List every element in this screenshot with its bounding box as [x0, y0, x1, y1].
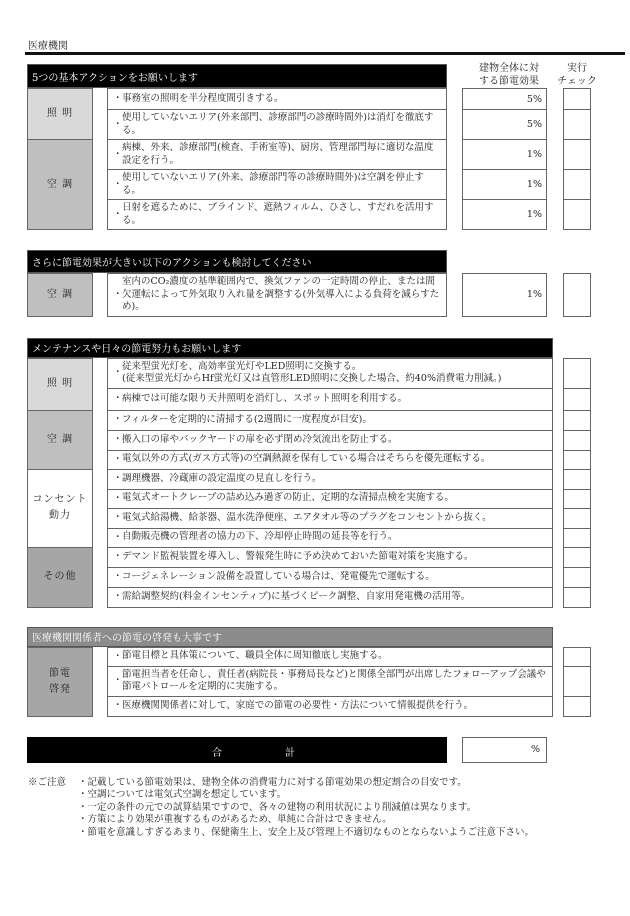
section-header: メンテナンスや日々の節電努力もお願いします: [27, 338, 553, 358]
bullet: ・: [113, 392, 123, 404]
check-box[interactable]: [563, 411, 591, 431]
category-group: [27, 548, 627, 608]
action-text: 電気式オートクレーブの詰め込み過ぎの防止、定期的な清掃点検を実施する。: [122, 492, 454, 504]
bullet: ・: [113, 570, 123, 582]
check-box[interactable]: [563, 273, 591, 317]
check-box[interactable]: [563, 431, 591, 451]
action-text-cell: [107, 470, 553, 490]
bullet: ・: [113, 531, 123, 543]
action-text-cell: [107, 568, 553, 588]
section-header: 医療機関関係者への節電の啓発も大事です: [27, 627, 553, 647]
action-text: 事務室の照明を半分程度間引きする。: [122, 92, 284, 104]
action-row: [93, 389, 591, 411]
category-label: [27, 140, 93, 230]
check-box[interactable]: [563, 647, 591, 667]
effect-header-line: する節電効果: [479, 76, 539, 87]
action-text: 搬入口の扉やバックヤードの扉を必ず閉め冷気流出を防止する。: [122, 433, 398, 445]
action-text-cell: [107, 548, 553, 568]
check-box[interactable]: [563, 470, 591, 490]
action-row: [93, 588, 591, 608]
action-row: [93, 88, 591, 110]
check-box[interactable]: [563, 451, 591, 470]
notes-lead: ※ご注意: [28, 776, 67, 788]
bullet: ・: [113, 674, 123, 686]
document-title: 医療機関: [28, 41, 68, 52]
category-label-line: 照 明: [46, 378, 74, 389]
total-bar: [27, 737, 447, 763]
bullet: ・: [113, 118, 123, 130]
check-header-line: 実行: [567, 63, 587, 74]
category-group: [27, 358, 627, 411]
category-label-line: 空 調: [46, 433, 74, 445]
title-divider: [25, 52, 625, 55]
action-text-cell: [107, 509, 553, 529]
bullet: ・: [113, 178, 123, 190]
bullet: ・: [113, 699, 123, 711]
action-text: 室内のCO₂濃度の基準範囲内で、換気ファンの一定時間の停止、または間欠運転によって外気取り入れ量を調整する(外気導入による負荷を減らすため)。: [122, 276, 440, 312]
note-text: 記載している節電効果は、建物全体の消費電力に対する節電効果の想定割合の目安です。: [87, 776, 467, 788]
action-text-cell: [107, 411, 553, 431]
action-text: 電気以外の方式(ガス方式等)の空調熱源を保有している場合はそちらを優先運転する。: [122, 453, 491, 465]
action-text: 従来型蛍光灯を、高効率蛍光灯やLED照明に交換する。 (従来型蛍光灯からHf蛍光灯又は直管形LED照明に交換した場合、約40%消費電力削減。): [122, 360, 502, 384]
action-text-cell: [107, 110, 447, 140]
bullet: ・: [113, 511, 123, 523]
action-row: [93, 470, 591, 490]
effect-value: 1%: [462, 170, 547, 200]
action-row: [93, 200, 591, 230]
action-text-cell: [107, 88, 447, 110]
action-row: [93, 647, 591, 667]
section: [27, 627, 627, 717]
action-text-cell: [107, 431, 553, 451]
section-header: 5つの基本アクションをお願いします: [27, 64, 447, 88]
action-row: [93, 110, 591, 140]
action-text-cell: [107, 588, 553, 608]
category-group: [27, 470, 627, 548]
action-text: 電気式給湯機、給茶器、温水洗浄便座、エアタオル等のプラグをコンセントから抜く。: [122, 511, 492, 523]
section-header: さらに節電効果が大きい以下のアクションも検討してください: [27, 250, 447, 273]
check-box[interactable]: [563, 490, 591, 509]
check-box[interactable]: [563, 667, 591, 697]
action-text-cell: [107, 170, 447, 200]
category-group: [27, 411, 627, 470]
effect-header-line: 建物全体に対: [479, 63, 539, 74]
action-row: [93, 568, 591, 588]
action-row: [93, 170, 591, 200]
check-box[interactable]: [563, 568, 591, 588]
category-label-line: その他: [43, 571, 77, 582]
section: [27, 338, 627, 608]
note-item: ・空調については電気式空調を想定しています。: [78, 789, 287, 801]
bullet: ・: [113, 453, 123, 465]
action-text: 使用していないエリア(外来、診療部門等の診療時間外)は空調を停止する。: [122, 172, 424, 196]
action-text-cell: [107, 140, 447, 170]
category-group: [27, 647, 627, 717]
note-text: 節電を意識しすぎるあまり、保健衛生上、安全上及び管理上不適切なものとならないようご注意下さい。: [87, 826, 535, 838]
section: [27, 250, 627, 317]
notes: [28, 777, 628, 840]
action-row: [93, 358, 591, 389]
effect-value: 1%: [462, 200, 547, 230]
action-row: [93, 431, 591, 451]
action-row: [93, 529, 591, 548]
category-label: [27, 470, 93, 548]
effect-value: 1%: [462, 140, 547, 170]
category-group: [27, 273, 627, 317]
action-text: コージェネレーション設備を設置している場合は、発電優先で運転する。: [122, 570, 435, 582]
note-item: ・一定の条件の元での試算結果ですので、各々の建物の利用状況により削減値は異なります。: [78, 801, 477, 813]
category-label: [27, 548, 93, 608]
action-text-cell: [107, 200, 447, 230]
effect-value: 5%: [462, 88, 547, 110]
action-text-cell: [107, 647, 553, 667]
total-unit: %: [530, 743, 540, 755]
check-box[interactable]: [563, 88, 591, 110]
check-header-line: チェック: [557, 76, 597, 87]
check-box[interactable]: [563, 509, 591, 529]
action-row: [93, 451, 591, 470]
action-text-cell: [107, 697, 553, 717]
action-text: 節電目標と具体策について、職員全体に周知徹底し実施する。: [122, 650, 388, 662]
category-label: [27, 647, 93, 717]
check-box[interactable]: [563, 170, 591, 200]
action-text: 調理機器、冷蔵庫の設定温度の見直しを行う。: [122, 472, 322, 484]
effect-value: 1%: [462, 273, 547, 317]
check-box[interactable]: [563, 358, 591, 389]
action-text-cell: [107, 490, 553, 509]
bullet: ・: [113, 472, 123, 484]
category-label-line: 動力: [49, 510, 71, 521]
bullet: ・: [113, 92, 123, 104]
check-box[interactable]: [563, 697, 591, 717]
category-label-line: コンセント: [32, 494, 88, 505]
check-box[interactable]: [563, 548, 591, 568]
check-box[interactable]: [563, 140, 591, 170]
bullet: ・: [113, 148, 123, 160]
category-group: [27, 140, 627, 230]
category-group: [27, 88, 627, 140]
action-text-cell: [107, 389, 553, 411]
action-text: フィルターを定期的に清掃する(2週間に一度程度が目安)。: [122, 413, 372, 425]
check-box[interactable]: [563, 389, 591, 411]
bullet: ・: [113, 433, 123, 445]
action-text-cell: [107, 451, 553, 470]
category-label-line: 空 調: [46, 288, 74, 300]
category-label-line: 空 調: [46, 178, 74, 190]
effect-value: 5%: [462, 110, 547, 140]
action-row: [93, 697, 591, 717]
category-label-line: 節電: [49, 667, 71, 679]
total-label-2: 計: [285, 747, 295, 759]
action-text: デマンド監視装置を導入し、警報発生時に予め決めておいた節電対策を実施する。: [122, 550, 474, 562]
bullet: ・: [113, 590, 123, 602]
category-label: [27, 273, 93, 317]
action-row: [93, 548, 591, 568]
action-text-cell: [107, 273, 447, 317]
action-row: [93, 509, 591, 529]
category-label: [27, 88, 93, 140]
bullet: ・: [113, 208, 123, 220]
action-text-cell: [107, 667, 553, 697]
action-text-cell: [107, 529, 553, 548]
note-item: ・方策により効果が重複するものがあるため、単純に合計はできません。: [78, 814, 392, 826]
action-row: [93, 411, 591, 431]
action-text: 使用していないエリア(外来部門、診療部門の診療時間外)は消灯を徹底する。: [122, 112, 434, 136]
total-value-field[interactable]: [462, 737, 547, 763]
category-label-line: 照 明: [46, 108, 74, 119]
check-box[interactable]: [563, 588, 591, 608]
note-item: ・記載している節電効果は、建物全体の消費電力に対する節電効果の想定割合の目安です。: [78, 776, 467, 788]
total-row: [27, 737, 627, 763]
action-text: 節電担当者を任命し、責任者(病院長・事務局長など)と関係全部門が出席したフォローアップ会議や節電パトロールを定期的に実施する。: [122, 668, 546, 692]
category-label: [27, 411, 93, 470]
bullet: ・: [113, 492, 123, 504]
total-label-1: 合: [212, 747, 222, 759]
bullet: ・: [113, 550, 123, 562]
bullet: ・: [113, 288, 123, 300]
check-box[interactable]: [563, 200, 591, 230]
action-row: [93, 273, 591, 317]
action-text: 日射を遮るために、ブラインド、遮熱フィルム、ひさし、すだれを活用する。: [122, 202, 434, 226]
action-text: 自動販売機の管理者の協力の下、冷却停止時間の延長等を行う。: [122, 531, 398, 543]
category-label-line: 啓発: [49, 683, 71, 695]
note-text: 方策により効果が重複するものがあるため、単純に合計はできません。: [87, 814, 392, 826]
action-row: [93, 490, 591, 509]
category-label: [27, 358, 93, 411]
action-text-cell: [107, 358, 553, 389]
action-text: 病棟では可能な限り天井照明を消灯し、スポット照明を利用する。: [122, 392, 408, 404]
note-text: 一定の条件の元での試算結果ですので、各々の建物の利用状況により削減値は異なります。: [87, 801, 477, 813]
action-row: [93, 667, 591, 697]
action-text: 需給調整契約(料金インセンティブ)に基づくピーク調整、自家用発電機の活用等。: [122, 590, 471, 602]
section: [27, 64, 627, 230]
bullet: ・: [113, 413, 123, 425]
check-box[interactable]: [563, 529, 591, 548]
bullet: ・: [113, 650, 123, 662]
bullet: ・: [113, 366, 123, 378]
action-text: 医療機関関係者に対して、家庭での節電の必要性・方法について情報提供を行う。: [122, 699, 474, 711]
note-text: 空調については電気式空調を想定しています。: [87, 789, 287, 801]
check-box[interactable]: [563, 110, 591, 140]
action-row: [93, 140, 591, 170]
action-text: 病棟、外来、診療部門(検査、手術室等)、厨房、管理部門毎に適切な温度設定を行う。: [122, 142, 434, 166]
note-item: ・節電を意識しすぎるあまり、保健衛生上、安全上及び管理上不適切なものとならないようご注意下さい。: [78, 826, 535, 838]
